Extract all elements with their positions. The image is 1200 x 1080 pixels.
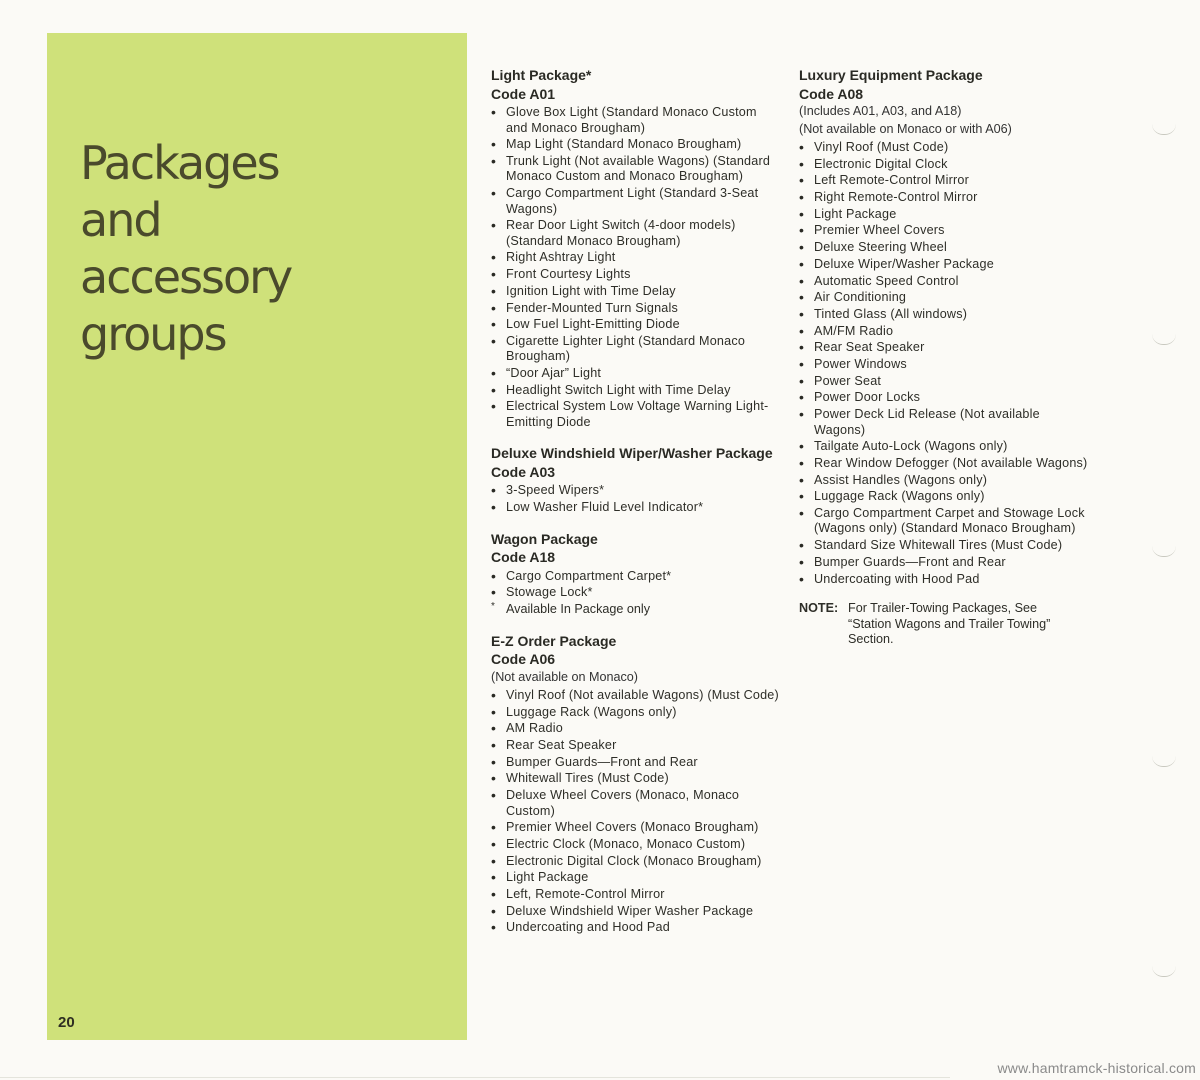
list-item: • Premier Wheel Covers: [799, 223, 1089, 239]
right-column: [799, 66, 1089, 648]
wiper-package-section: [491, 444, 781, 515]
list-item: • Deluxe Windshield Wiper Washer Package: [491, 904, 781, 920]
list-item: • Luggage Rack (Wagons only): [799, 489, 1089, 505]
list-item: • Bumper Guards—Front and Rear: [799, 555, 1089, 571]
binder-ring-mark: [1152, 334, 1176, 345]
list-item: • Low Washer Fluid Level Indicator*: [491, 500, 781, 516]
section-subtitle: (Includes A01, A03, and A18): [799, 104, 962, 118]
list-item: • AM Radio: [491, 721, 781, 737]
list-item: • Electric Clock (Monaco, Monaco Custom): [491, 837, 781, 853]
list-item: • Air Conditioning: [799, 290, 1089, 306]
item-list: [491, 483, 781, 515]
list-item: • AM/FM Radio: [799, 324, 1089, 340]
section-title: Light Package*: [491, 67, 592, 83]
binder-ring-mark: [1152, 124, 1176, 135]
list-item: • Assist Handles (Wagons only): [799, 473, 1089, 489]
title-line: Packages: [80, 136, 279, 190]
list-item: • Rear Seat Speaker: [491, 738, 781, 754]
note-label: NOTE:: [799, 601, 839, 615]
list-item: • Undercoating with Hood Pad: [799, 572, 1089, 588]
item-list: [491, 688, 781, 936]
section-code: Code A06: [491, 651, 556, 667]
footnote-mark: *: [491, 601, 495, 612]
list-item: • Power Windows: [799, 357, 1089, 373]
list-item: • Bumper Guards—Front and Rear: [491, 755, 781, 771]
list-item: • Power Deck Lid Release (Not available Wagons): [799, 407, 1089, 438]
left-column: [491, 66, 781, 950]
list-item: • Glove Box Light (Standard Monaco Custom and Monaco Brougham): [491, 105, 781, 136]
light-package-section: [491, 66, 781, 430]
list-item: • Tailgate Auto-Lock (Wagons only): [799, 439, 1089, 455]
section-subtitle: (Not available on Monaco or with A06): [799, 121, 1012, 136]
section-title: Deluxe Windshield Wiper/Washer Package: [491, 445, 773, 462]
list-item: • Stowage Lock*: [491, 585, 781, 601]
list-item: • Low Fuel Light-Emitting Diode: [491, 317, 781, 333]
note: [799, 601, 1089, 648]
ez-order-package-section: [491, 632, 781, 936]
list-item: • Map Light (Standard Monaco Brougham): [491, 137, 781, 153]
section-code: Code A08: [799, 85, 864, 102]
list-item: • Cargo Compartment Carpet*: [491, 569, 781, 585]
list-item: • Left, Remote-Control Mirror: [491, 887, 781, 903]
list-item: • Deluxe Wheel Covers (Monaco, Monaco Custom): [491, 788, 781, 819]
note-text: For Trailer-Towing Packages, See “Station Wagons and Trailer Towing” Section.: [848, 601, 1051, 646]
list-item: • Trunk Light (Not available Wagons) (Standard Monaco Custom and Monaco Brougham): [491, 154, 781, 185]
section-subtitle: (Not available on Monaco): [491, 669, 639, 684]
page-number: 20: [58, 1014, 75, 1031]
title-line: accessory: [80, 250, 292, 304]
list-item: • Electrical System Low Voltage Warning Light-Emitting Diode: [491, 399, 781, 430]
list-item: • Fender-Mounted Turn Signals: [491, 301, 781, 317]
list-item: • Power Door Locks: [799, 390, 1089, 406]
list-item: • Ignition Light with Time Delay: [491, 284, 781, 300]
footer-divider: [0, 1077, 950, 1078]
list-item: • Undercoating and Hood Pad: [491, 920, 781, 936]
title-line: groups: [80, 307, 226, 361]
list-item: • Cargo Compartment Light (Standard 3-Seat Wagons): [491, 186, 781, 217]
list-item: • Deluxe Steering Wheel: [799, 240, 1089, 256]
list-item: • Light Package: [799, 207, 1089, 223]
section-title: E-Z Order Package: [491, 632, 617, 649]
luxury-package-section: [799, 66, 1089, 587]
item-list: [491, 569, 781, 601]
list-item: • Cigarette Lighter Light (Standard Monaco Brougham): [491, 334, 781, 365]
list-item: • Light Package: [491, 870, 781, 886]
list-item: • Automatic Speed Control: [799, 274, 1089, 290]
list-item: • Luggage Rack (Wagons only): [491, 705, 781, 721]
list-item: • Standard Size Whitewall Tires (Must Code): [799, 538, 1089, 554]
wagon-package-section: [491, 530, 781, 618]
footnote: [491, 602, 781, 618]
list-item: • Vinyl Roof (Not available Wagons) (Must Code): [491, 688, 781, 704]
list-item: • 3-Speed Wipers*: [491, 483, 781, 499]
list-item: • Rear Seat Speaker: [799, 340, 1089, 356]
section-code: Code A01: [491, 85, 556, 102]
list-item: • Right Ashtray Light: [491, 250, 781, 266]
title-line: and: [80, 193, 161, 247]
footnote-text: Available In Package only: [506, 602, 650, 616]
item-list: [491, 105, 781, 430]
list-item: • Whitewall Tires (Must Code): [491, 771, 781, 787]
section-code: Code A03: [491, 463, 556, 480]
section-code: Code A18: [491, 549, 556, 566]
item-list: [799, 140, 1089, 587]
list-item: • Front Courtesy Lights: [491, 267, 781, 283]
binder-ring-mark: [1152, 756, 1176, 767]
list-item: • Electronic Digital Clock (Monaco Brougham): [491, 854, 781, 870]
green-panel: [47, 33, 467, 1040]
list-item: • Power Seat: [799, 374, 1089, 390]
list-item: • Right Remote-Control Mirror: [799, 190, 1089, 206]
list-item: • Cargo Compartment Carpet and Stowage Lock (Wagons only) (Standard Monaco Brougham): [799, 506, 1089, 537]
list-item: • Premier Wheel Covers (Monaco Brougham): [491, 820, 781, 836]
section-title: Luxury Equipment Package: [799, 67, 983, 83]
watermark: www.hamtramck-historical.com: [997, 1060, 1196, 1076]
list-item: • Tinted Glass (All windows): [799, 307, 1089, 323]
list-item: • Rear Door Light Switch (4-door models) (Standard Monaco Brougham): [491, 218, 781, 249]
list-item: • Left Remote-Control Mirror: [799, 173, 1089, 189]
list-item: • Electronic Digital Clock: [799, 157, 1089, 173]
list-item: • Deluxe Wiper/Washer Package: [799, 257, 1089, 273]
list-item: • Headlight Switch Light with Time Delay: [491, 383, 781, 399]
binder-ring-mark: [1152, 546, 1176, 557]
binder-ring-mark: [1152, 966, 1176, 977]
list-item: • Vinyl Roof (Must Code): [799, 140, 1089, 156]
list-item: • Rear Window Defogger (Not available Wagons): [799, 456, 1089, 472]
section-title: Wagon Package: [491, 530, 598, 547]
list-item: • “Door Ajar” Light: [491, 366, 781, 382]
page-title: [80, 135, 291, 363]
